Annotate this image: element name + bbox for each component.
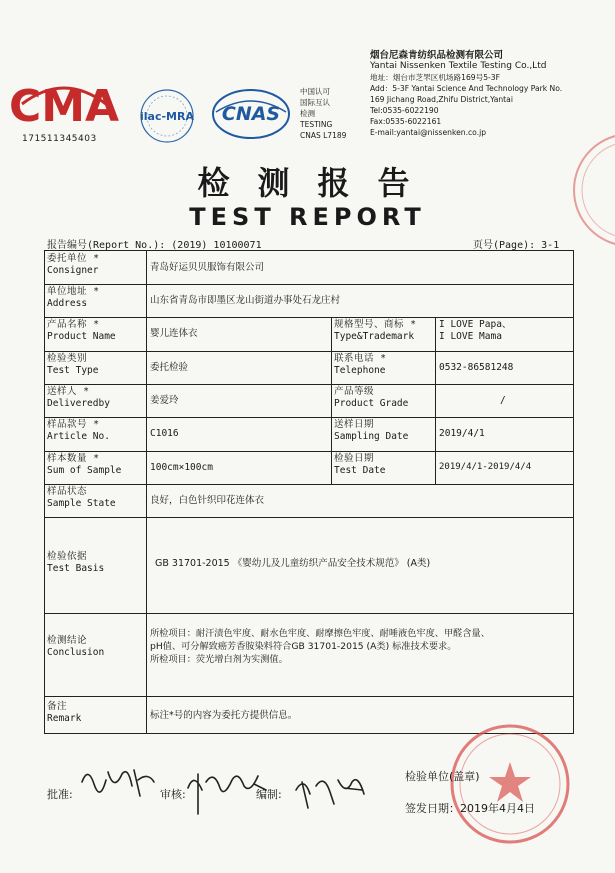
product-grade-value: / [500, 395, 506, 406]
article-no-value: C1016 [150, 428, 179, 439]
lab-name-cn: 烟台尼森肯纺织品检测有限公司 [370, 50, 504, 61]
inspection-seal [448, 722, 573, 851]
conclusion-value [150, 627, 490, 666]
conclusion-line-2: pH值、可分解致癌芳香胺染料符合GB 31701-2015 (A类) 标准技术要求。 [150, 641, 457, 652]
type-trademark-label-en: Type&Trademark [334, 331, 415, 342]
cnas-line-5: CNAS L7189 [300, 131, 347, 140]
type-trademark-label-cn: 规格型号、商标 * [334, 319, 417, 330]
product-name-label-en: Product Name [47, 331, 116, 342]
trademark-value-2: I LOVE Mama [439, 331, 502, 342]
sampling-date-label [334, 419, 408, 443]
sum-of-sample-label-en: Sum of Sample [47, 465, 122, 476]
approver-signature [78, 762, 158, 806]
report-table [44, 250, 574, 734]
report-title-en: TEST REPORT [189, 203, 426, 231]
lab-info [370, 50, 610, 138]
type-trademark-label [334, 319, 416, 343]
address-value: 山东省青岛市即墨区龙山街道办事处石龙庄村 [150, 295, 341, 306]
test-basis-label-cn: 检验依据 [47, 551, 88, 562]
address-label-cn: 单位地址 * [47, 286, 100, 297]
product-grade-label [334, 386, 408, 410]
deliveredby-label-cn: 送样人 * [47, 386, 90, 397]
sum-of-sample-label-cn: 样本数量 * [47, 453, 100, 464]
consigner-value: 青岛好运贝贝服饰有限公司 [150, 262, 265, 273]
cnas-line-4: TESTING [300, 120, 333, 129]
cma-logo-text: CMA [8, 81, 120, 132]
cnas-line-1: 中国认可 [300, 87, 330, 96]
address-label [47, 286, 99, 310]
cnas-line-3: 检测 [300, 109, 315, 118]
cnas-line-2: 国际互认 [300, 98, 330, 107]
conclusion-label [47, 635, 104, 659]
consigner-label-en: Consigner [47, 265, 99, 276]
sampling-date-label-en: Sampling Date [334, 431, 409, 442]
telephone-label-en: Telephone [334, 365, 386, 376]
telephone-label-cn: 联系电话 * [334, 353, 387, 364]
lab-address-cn: 地址：烟台市芝罘区机场路169号5-3F [370, 73, 500, 82]
lab-email: E-mail:yantai@nissenken.co.jp [370, 128, 487, 137]
report-number: 报告编号(Report No.): (2019) 10100071 [47, 240, 262, 251]
lab-address-en-2: 169 Jichang Road,Zhifu District,Yantai [370, 95, 513, 104]
lab-fax: Fax:0535-6022161 [370, 117, 442, 126]
inspection-unit-label: 检验单位(盖章) [405, 770, 480, 783]
test-type-label [47, 353, 98, 377]
deliveredby-label-en: Deliveredby [47, 398, 110, 409]
remark-label-cn: 备注 [47, 701, 68, 712]
cnas-logo-text: CNAS [221, 103, 281, 125]
product-grade-label-en: Product Grade [334, 398, 409, 409]
consigner-label-cn: 委托单位 * [47, 253, 100, 264]
test-basis-value: GB 31701-2015 《婴幼儿及儿童纺织产品安全技术规范》 (A类) [155, 558, 431, 569]
remark-value: 标注*号的内容为委托方提供信息。 [150, 710, 298, 721]
cnas-logo [210, 86, 292, 146]
product-grade-label-cn: 产品等级 [334, 386, 375, 397]
remark-label [47, 701, 81, 725]
deliveredby-label [47, 386, 110, 410]
sample-state-label-cn: 样品状态 [47, 486, 88, 497]
sample-state-label [47, 486, 116, 510]
cnas-accreditation-info [300, 86, 346, 141]
consigner-label [47, 253, 99, 277]
approve-label: 批准: [47, 788, 73, 801]
sample-state-value: 良好，白色针织印花连体衣 [150, 495, 265, 506]
article-no-label [47, 419, 110, 443]
test-type-value: 委托检验 [150, 362, 189, 373]
sum-of-sample-value: 100cm×100cm [150, 462, 213, 473]
test-date-value: 2019/4/1-2019/4/4 [439, 462, 532, 472]
lab-name-en: Yantai Nissenken Textile Testing Co.,Ltd [370, 61, 547, 71]
report-title-cn: 检测报告 [197, 164, 438, 202]
address-label-en: Address [47, 298, 88, 309]
test-basis-label [47, 551, 104, 575]
lab-tel: Tel:0535-6022190 [370, 106, 439, 115]
article-no-label-cn: 样品款号 * [47, 419, 100, 430]
lab-address-en-1: Add：5-3F Yantai Science And Technology Park No. [370, 84, 563, 93]
cma-logo [8, 74, 120, 140]
conclusion-line-3: 所检项目：荧光增白剂为实测值。 [150, 654, 288, 665]
ilac-mra-logo [132, 88, 202, 148]
product-name-label-cn: 产品名称 * [47, 319, 100, 330]
test-date-label [334, 453, 385, 477]
deliveredby-value: 姜爱玲 [150, 395, 179, 406]
test-basis-label-en: Test Basis [47, 563, 105, 574]
test-type-label-en: Test Type [47, 365, 99, 376]
type-trademark-value [439, 319, 511, 343]
test-type-label-cn: 检验类别 [47, 353, 88, 364]
page-number: 页号(Page): 3-1 [473, 240, 560, 251]
product-name-value: 婴儿连体衣 [150, 328, 198, 339]
sample-state-label-en: Sample State [47, 498, 116, 509]
trademark-value-1: I LOVE Papa、 [439, 319, 512, 330]
sampling-date-value: 2019/4/1 [439, 428, 485, 439]
test-date-label-cn: 检验日期 [334, 453, 375, 464]
conclusion-label-cn: 检测结论 [47, 635, 88, 646]
telephone-value: 0532-86581248 [439, 362, 514, 373]
sum-of-sample-label [47, 453, 121, 477]
telephone-label [334, 353, 386, 377]
remark-label-en: Remark [47, 713, 82, 724]
conclusion-label-en: Conclusion [47, 647, 105, 658]
ilac-logo-text: ilac-MRA [140, 110, 194, 123]
compiler-signature [290, 768, 370, 816]
product-name-label [47, 319, 116, 343]
conclusion-line-1: 所检项目：耐汗渍色牢度、耐水色牢度、耐摩擦色牢度、耐唾液色牢度、甲醛含量、 [150, 628, 490, 639]
review-label: 审核: [160, 788, 186, 801]
issue-date: 签发日期：2019年4月4日 [405, 802, 535, 815]
sampling-date-label-cn: 送样日期 [334, 419, 375, 430]
test-date-label-en: Test Date [334, 465, 386, 476]
cma-number: 171511345403 [22, 134, 97, 144]
article-no-label-en: Article No. [47, 431, 110, 442]
compile-label: 编制: [256, 788, 282, 801]
